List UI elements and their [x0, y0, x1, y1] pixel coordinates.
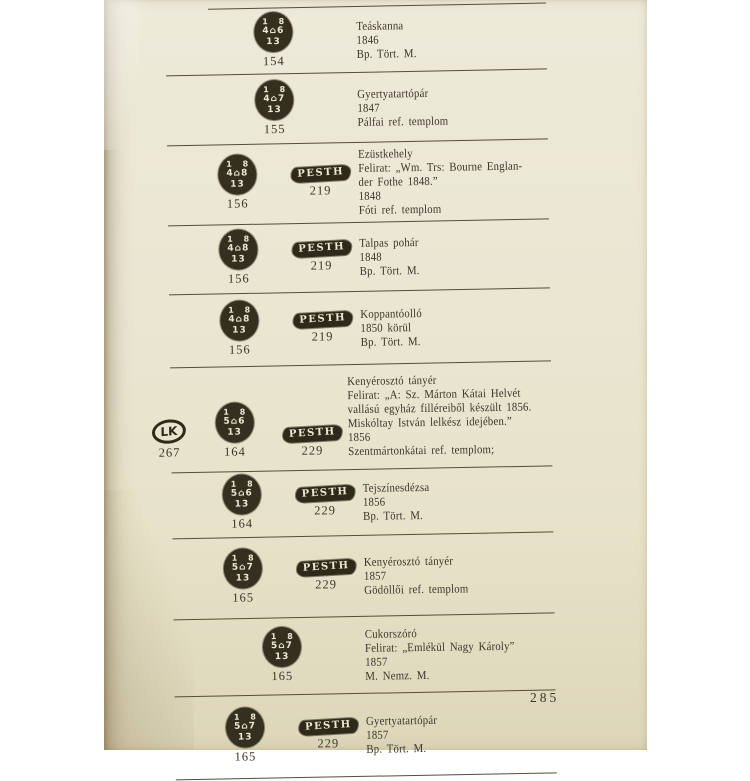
hallmark-fineness: 13: [230, 179, 245, 190]
city-mark-cell: [191, 79, 358, 138]
hallmark-mid-digits: 4⌂7: [263, 93, 286, 105]
book-page: [104, 0, 647, 764]
city-mark-number: 156: [226, 196, 249, 211]
hallmark-top-digits: 1 8: [263, 84, 290, 95]
hallmark-fineness: 13: [274, 651, 290, 663]
hallmark-top-digits: 1 8: [228, 305, 255, 315]
page-number: 285: [530, 690, 560, 705]
entry-line: 1848: [359, 249, 382, 264]
entry-line: Bp. Tört. M.: [356, 46, 417, 61]
entry-line: Bp. Tört. M.: [359, 263, 420, 278]
pesth-stamp-number: 219: [309, 182, 332, 198]
entry-line: Bp. Tört. M.: [363, 508, 424, 523]
city-mark-number: 156: [227, 271, 250, 286]
entry-line: 1850 körül: [360, 320, 412, 335]
entry-line: Gödöllői ref. templom: [364, 581, 469, 597]
pest-hallmark-icon: [224, 548, 263, 589]
hallmark-fineness: 13: [266, 36, 281, 48]
catalog-row: [146, 466, 553, 538]
entry-text: [358, 143, 549, 217]
hallmark-mid-digits: 5⌂6: [223, 416, 246, 427]
hallmark-fineness: 13: [227, 427, 242, 438]
pesth-stamp-icon: PESTH: [282, 425, 342, 443]
entry-line: Koppantóolló: [360, 306, 422, 321]
maker-mark-number: 267: [158, 445, 181, 460]
pesth-stamp-icon: PESTH: [298, 717, 358, 735]
entry-line: Gyertyatartópár: [365, 712, 438, 728]
catalog-row: [140, 3, 547, 75]
city-mark-number: 154: [262, 53, 285, 69]
entry-line: 1856: [362, 494, 386, 509]
hallmark-mid-digits: 4⌂8: [228, 314, 251, 325]
maker-mark-cell: [148, 578, 198, 579]
pest-hallmark-icon: [254, 12, 293, 53]
entry-line: vallású egyház filléreiből készült 1856.: [347, 399, 532, 417]
hallmark-fineness: 13: [231, 254, 246, 265]
pest-hallmark-icon: [255, 80, 294, 121]
hallmark-top-digits: 1 8: [270, 631, 297, 642]
entry-line: Bp. Tört. M.: [366, 741, 427, 756]
hallmark-fineness: 13: [232, 325, 247, 336]
entry-line: Miskóltay István lelkész idejében.”: [347, 413, 512, 431]
pesth-stamp-cell: [290, 718, 366, 751]
maker-mark-cell: [145, 330, 195, 331]
city-mark-number: 155: [263, 121, 286, 137]
catalog-row: [147, 532, 554, 619]
entry-text: [357, 83, 548, 129]
hallmark-top-digits: 1 8: [231, 553, 258, 563]
city-mark-cell: [192, 154, 283, 212]
entry-line: Felirat: „Emlékül Nagy Károly”: [364, 638, 515, 655]
hallmark-mid-digits: 5⌂7: [233, 721, 257, 732]
pesth-stamp-cell: [283, 240, 359, 273]
pesth-stamp-number: 229: [314, 502, 337, 518]
entry-text: [366, 710, 557, 756]
entry-line: Cukorszóró: [364, 626, 418, 641]
city-mark-cell: [194, 300, 285, 358]
pest-hallmark-icon: [223, 474, 262, 515]
maker-mark-cell: [150, 737, 200, 738]
entry-line: M. Nemz. M.: [365, 667, 430, 683]
maker-mark-cell: [142, 184, 192, 185]
entry-line: Fóti ref. templom: [358, 201, 442, 217]
pesth-stamp-number: 229: [315, 576, 338, 592]
pesth-stamp-cell: [277, 426, 348, 459]
entry-text: [360, 303, 551, 349]
entry-line: Kenyérosztó tányér: [363, 553, 454, 569]
city-mark-cell: [200, 707, 291, 765]
entry-line: 1846: [356, 32, 379, 47]
hallmark-mid-digits: 5⌂7: [231, 562, 254, 573]
pesth-stamp-cell: [287, 485, 363, 518]
entry-line: 1848: [358, 188, 382, 203]
entry-line: Kenyérosztó tányér: [346, 372, 437, 389]
hallmark-top-digits: 1 8: [223, 407, 250, 417]
entry-line: Gyertyatartópár: [357, 85, 429, 101]
pesth-stamp-number: 219: [311, 328, 334, 344]
maker-mark-cell: [147, 504, 197, 505]
city-mark-number: 165: [232, 590, 255, 605]
hallmark-mid-digits: 4⌂8: [226, 168, 249, 179]
pest-hallmark-icon: [215, 402, 254, 443]
catalog-rows: [140, 3, 560, 779]
maker-mark-cell: [146, 419, 193, 461]
pest-hallmark-icon: [219, 229, 258, 270]
city-mark-number: 165: [271, 668, 294, 684]
pesth-stamp-icon: PESTH: [296, 558, 356, 576]
hallmark-mid-digits: 4⌂8: [227, 243, 250, 254]
pesth-stamp-cell: [288, 559, 364, 592]
entry-line: Talpas pohár: [359, 235, 419, 250]
entry-line: Felirat: „A: Sz. Márton Kátai Helvét: [347, 385, 521, 403]
hallmark-fineness: 13: [267, 104, 282, 116]
entry-line: 1857: [363, 568, 387, 583]
entry-text: [365, 623, 556, 683]
entry-line: Bp. Tört. M.: [360, 334, 421, 349]
entry-line: 1857: [365, 654, 388, 669]
city-mark-cell: [192, 402, 277, 460]
hallmark-top-digits: 1 8: [262, 16, 289, 27]
entry-text: [364, 551, 555, 597]
city-mark-number: 164: [231, 516, 254, 531]
maker-mark-cell: [140, 42, 190, 43]
catalog-content: [140, 3, 560, 780]
entry-text: [347, 370, 552, 458]
pesth-stamp-icon: PESTH: [291, 164, 351, 182]
hallmark-fineness: 13: [237, 732, 253, 743]
catalog-row: [150, 690, 560, 779]
pest-hallmark-icon: [220, 300, 259, 341]
catalog-row: [145, 361, 552, 472]
hallmark-top-digits: 1 8: [226, 159, 253, 169]
hallmark-mid-digits: 5⌂7: [270, 640, 293, 652]
entry-text: [359, 232, 550, 278]
maker-mark-cell: [144, 259, 194, 260]
catalog-row: [149, 613, 556, 696]
entry-line: Pálfai ref. templom: [357, 113, 449, 129]
entry-line: Felirat: „Wm. Trs: Bourne Englan-: [358, 158, 523, 175]
entry-line: Ezüstkehely: [357, 146, 413, 161]
pest-hallmark-icon: [226, 707, 265, 748]
city-mark-cell: [193, 229, 284, 287]
pesth-stamp-icon: PESTH: [292, 239, 352, 257]
entry-line: Szentmártonkátai ref. templom;: [347, 442, 495, 459]
pesth-stamp-number: 229: [317, 735, 340, 751]
entry-line: Teáskanna: [356, 18, 404, 33]
city-mark-cell: [198, 548, 289, 606]
hallmark-top-digits: 1 8: [230, 479, 257, 489]
pesth-stamp-number: 229: [301, 443, 324, 458]
hallmark-mid-digits: 5⌂6: [230, 488, 253, 499]
entry-line: 1856: [347, 429, 371, 445]
entry-line: der Fothe 1848.”: [358, 173, 438, 189]
hallmark-mid-digits: 4⌂6: [262, 25, 285, 37]
city-mark-cell: [199, 626, 366, 685]
pesth-stamp-number: 219: [310, 257, 333, 273]
city-mark-cell: [197, 474, 288, 532]
catalog-row: [143, 219, 550, 294]
catalog-row: [144, 288, 551, 367]
city-mark-number: 156: [228, 342, 251, 357]
hallmark-top-digits: 1 8: [227, 234, 254, 244]
entry-line: 1847: [357, 100, 380, 115]
pest-hallmark-icon: [263, 627, 302, 668]
city-mark-number: 165: [234, 749, 257, 764]
maker-mark-cell: [149, 657, 199, 658]
pest-hallmark-icon: [218, 154, 257, 195]
city-mark-cell: [190, 11, 357, 70]
pesth-stamp-cell: [282, 165, 358, 198]
lk-oval-maker-mark-icon: LK: [152, 418, 186, 445]
entry-line: 1857: [366, 727, 389, 742]
hallmark-fineness: 13: [234, 499, 250, 510]
entry-text: [356, 15, 547, 61]
catalog-row: [141, 69, 548, 145]
hallmark-fineness: 13: [235, 573, 251, 584]
entry-text: [363, 477, 554, 523]
hallmark-top-digits: 1 8: [233, 712, 260, 722]
catalog-row: [142, 139, 549, 225]
city-mark-number: 164: [223, 444, 246, 459]
maker-mark-cell: [141, 110, 191, 111]
pesth-stamp-icon: PESTH: [295, 484, 355, 502]
pesth-stamp-cell: [284, 311, 360, 344]
pesth-stamp-icon: PESTH: [293, 310, 353, 328]
entry-line: Tejszínesdézsa: [362, 479, 430, 495]
